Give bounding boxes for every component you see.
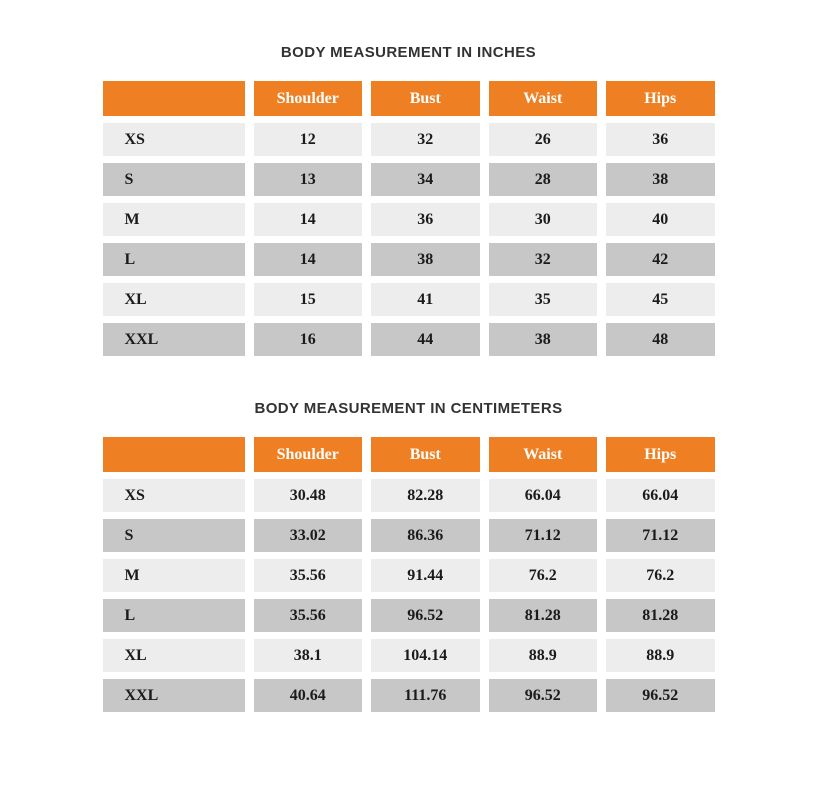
table-cell: 12 [254, 123, 363, 156]
row-label-xl: XL [103, 283, 245, 316]
table-cell: 30 [489, 203, 598, 236]
centimeters-section [103, 400, 715, 712]
table-cell: 13 [254, 163, 363, 196]
table-cell: 71.12 [489, 519, 598, 552]
table-cell: 28 [489, 163, 598, 196]
row-label-l: L [103, 599, 245, 632]
row-label-xs: XS [103, 479, 245, 512]
column-header-shoulder: Shoulder [254, 437, 363, 472]
inches-table-title: BODY MEASUREMENT IN INCHES [280, 44, 537, 61]
row-label-xs: XS [103, 123, 245, 156]
table-cell: 14 [254, 203, 363, 236]
table-cell: 36 [606, 123, 715, 156]
row-label-s: S [103, 163, 245, 196]
table-cell: 42 [606, 243, 715, 276]
table-cell: 81.28 [606, 599, 715, 632]
table-cell: 15 [254, 283, 363, 316]
table-cell: 45 [606, 283, 715, 316]
table-cell: 36 [371, 203, 480, 236]
column-header-shoulder: Shoulder [254, 81, 363, 116]
row-label-m: M [103, 559, 245, 592]
table-cell: 86.36 [371, 519, 480, 552]
table-cell: 41 [371, 283, 480, 316]
table-cell: 38 [606, 163, 715, 196]
content-wrap [103, 44, 715, 712]
row-label-m: M [103, 203, 245, 236]
table-cell: 91.44 [371, 559, 480, 592]
table-cell: 96.52 [606, 679, 715, 712]
corner-cell [103, 81, 245, 116]
table-cell: 33.02 [254, 519, 363, 552]
table-cell: 30.48 [254, 479, 363, 512]
table-cell: 35.56 [254, 599, 363, 632]
table-cell: 96.52 [371, 599, 480, 632]
column-header-hips: Hips [606, 81, 715, 116]
table-cell: 38 [489, 323, 598, 356]
table-cell: 32 [371, 123, 480, 156]
corner-cell [103, 437, 245, 472]
table-cell: 66.04 [489, 479, 598, 512]
table-cell: 16 [254, 323, 363, 356]
table-cell: 111.76 [371, 679, 480, 712]
table-cell: 88.9 [606, 639, 715, 672]
table-cell: 32 [489, 243, 598, 276]
table-cell: 14 [254, 243, 363, 276]
table-cell: 81.28 [489, 599, 598, 632]
column-header-hips: Hips [606, 437, 715, 472]
column-header-waist: Waist [489, 81, 598, 116]
table-cell: 88.9 [489, 639, 598, 672]
table-cell: 82.28 [371, 479, 480, 512]
table-cell: 96.52 [489, 679, 598, 712]
table-cell: 44 [371, 323, 480, 356]
inches-size-table [103, 81, 715, 356]
centimeters-size-table [103, 437, 715, 712]
table-cell: 38.1 [254, 639, 363, 672]
row-label-l: L [103, 243, 245, 276]
table-cell: 35.56 [254, 559, 363, 592]
table-cell: 40 [606, 203, 715, 236]
table-cell: 66.04 [606, 479, 715, 512]
column-header-bust: Bust [371, 81, 480, 116]
table-cell: 35 [489, 283, 598, 316]
table-cell: 40.64 [254, 679, 363, 712]
table-cell: 38 [371, 243, 480, 276]
inches-section [103, 44, 715, 356]
row-label-s: S [103, 519, 245, 552]
table-cell: 48 [606, 323, 715, 356]
table-cell: 26 [489, 123, 598, 156]
table-cell: 71.12 [606, 519, 715, 552]
centimeters-table-title: BODY MEASUREMENT IN CENTIMETERS [254, 400, 563, 417]
table-cell: 76.2 [489, 559, 598, 592]
table-cell: 34 [371, 163, 480, 196]
column-header-bust: Bust [371, 437, 480, 472]
column-header-waist: Waist [489, 437, 598, 472]
row-label-xl: XL [103, 639, 245, 672]
table-cell: 104.14 [371, 639, 480, 672]
row-label-xxl: XXL [103, 323, 245, 356]
table-cell: 76.2 [606, 559, 715, 592]
row-label-xxl: XXL [103, 679, 245, 712]
